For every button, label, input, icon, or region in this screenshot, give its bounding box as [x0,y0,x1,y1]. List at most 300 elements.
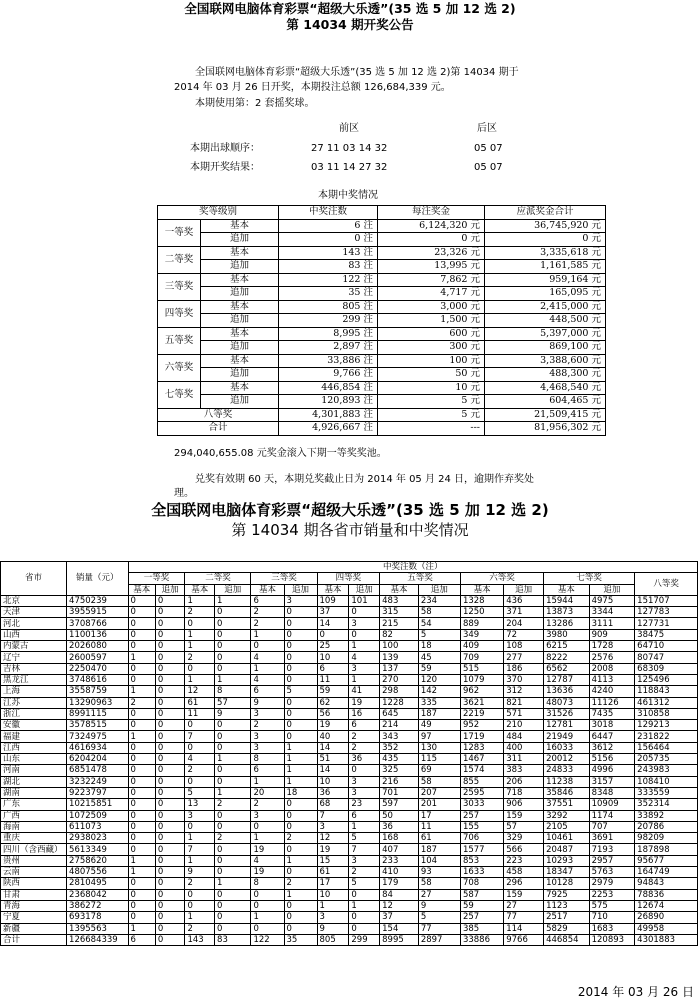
prize-row [158,233,606,247]
draw-result-front: 03 11 14 27 32 [311,162,388,173]
sales-cell-count: 0 [215,765,251,776]
sales-cell-count: 906 [504,799,544,810]
sales-cell-amount: 3748616 [67,674,128,685]
sales-cell-count: 0 [215,663,251,674]
sales-cell-count: 4996 [589,765,635,776]
sales-cell-count: 571 [504,708,544,719]
sales-header-sales: 销量（元） [67,562,128,596]
sales-cell-count: 7 [317,810,349,821]
sales-row [1,674,698,685]
sales-cell-count: 95677 [635,855,698,866]
sales-cell-count: 12 [380,900,419,911]
prize-count: 2,897 注 [279,341,378,355]
prize-per-bet: 3,000 元 [378,300,485,314]
sales-cell-count: 3033 [460,799,503,810]
sales-cell-count: 257 [460,912,503,923]
sales-row [1,618,698,629]
sales-cell-count: 21949 [544,731,590,742]
sales-cell-count: 1174 [589,810,635,821]
sales-cell-count: 58 [418,776,460,787]
sales-cell-count: 187898 [635,844,698,855]
sales-cell-count: 587 [460,889,503,900]
sales-cell-count: 352 [380,742,419,753]
prize-count: 143 注 [279,246,378,260]
sales-cell-count: 6447 [589,731,635,742]
sales-cell-count: 72 [504,629,544,640]
sales-cell-count: 36 [380,821,419,832]
sales-cell-count: 0 [128,765,155,776]
prize-type: 追加 [201,260,279,274]
announcement-title: 全国联网电脑体育彩票“超级大乐透”(35 选 5 加 12 选 2) [184,1,516,16]
sales-cell-amount: 3232249 [67,776,128,787]
prize-per-bet: 50 元 [378,368,485,382]
sales-cell-count: 6 [251,686,284,697]
sales-row [1,720,698,731]
sales-row [1,810,698,821]
sales-cell-count: 0 [284,821,317,832]
sales-cell-count: 2 [185,652,215,663]
sales-cell-count: 12 [185,686,215,697]
prize-type: 追加 [201,395,279,409]
sales-row [1,742,698,753]
sales-cell-count: 0 [128,708,155,719]
sales-cell-count: 2 [349,731,380,742]
prize-level: 七等奖 [158,381,201,408]
sales-cell-count: 201 [418,799,460,810]
sales-cell-count: 1 [128,855,155,866]
prize-row [158,327,606,341]
sales-row [1,799,698,810]
sales-cell-count: 708 [460,878,503,889]
sales-cell-count: 296 [504,878,544,889]
sales-cell-count: 19 [251,867,284,878]
sales-cell-count: 179 [380,878,419,889]
draw-result-back: 05 07 [474,162,503,173]
sales-cell-count: 4 [251,652,284,663]
sales-cell-count: 2105 [544,821,590,832]
sales-cell-count: 9 [418,900,460,911]
sales-cell-count: 187 [418,844,460,855]
sales-cell-count: 142 [418,686,460,697]
sales-cell-count: 1 [215,595,251,606]
prize-per-bet: 4,717 元 [378,287,485,301]
sales-cell-count: 0 [215,900,251,911]
sales-cell-count: 597 [380,799,419,810]
sales-cell-count: 0 [128,810,155,821]
sales-cell-count: 0 [155,686,185,697]
sales-cell-count: 1 [215,674,251,685]
sales-cell-count: 1 [185,595,215,606]
sales-row [1,708,698,719]
sales-cell-count: 0 [128,595,155,606]
sales-cell-count: 0 [128,674,155,685]
sales-cell-count: 3 [251,731,284,742]
sales-cell-count: 6 [251,595,284,606]
sales-cell-count: 49958 [635,923,698,934]
sales-cell-count: 40 [317,731,349,742]
sales-row [1,912,698,923]
sales-cell-count: 0 [215,844,251,855]
sales-cell-count: 0 [215,607,251,618]
sales-cell-count: 0 [155,765,185,776]
sales-cell-count: 2 [215,833,251,844]
sales-sub-header-basic: 基本 [317,584,349,595]
sales-cell-count: 5 [349,833,380,844]
sales-cell-amount: 7324975 [67,731,128,742]
prize-row [158,381,606,395]
sales-cell-count: 2897 [418,934,460,945]
sales-cell-count: 6 [251,765,284,776]
sales-cell-province: 吉林 [1,663,67,674]
sales-cell-count: 0 [155,844,185,855]
sales-cell-count: 407 [380,844,419,855]
sales-row [1,629,698,640]
sales-cell-count: 1 [349,900,380,911]
sales-cell-province: 浙江 [1,708,67,719]
sales-cell-count: 0 [284,912,317,923]
sales-row [1,697,698,708]
sales-cell-count: 7193 [589,844,635,855]
sales-cell-count: 3 [284,595,317,606]
sales-cell-count: 6215 [544,641,590,652]
sales-cell-count: 59 [460,900,503,911]
sales-cell-count: 329 [504,833,544,844]
sales-cell-count: 216 [380,776,419,787]
sales-cell-count: 8348 [589,787,635,798]
prize-level: 合计 [158,422,279,436]
sales-cell-province: 辽宁 [1,652,67,663]
sales-cell-province: 合计 [1,934,67,945]
sales-cell-count: 10128 [544,878,590,889]
prize-row [158,314,606,328]
sales-cell-count: 151707 [635,595,698,606]
sales-cell-count: 13 [185,799,215,810]
sales-cell-count: 9 [317,923,349,934]
prize-total: 488,300 元 [485,368,606,382]
prize-per-bet: 1,500 元 [378,314,485,328]
sales-cell-province: 云南 [1,867,67,878]
sales-cell-count: 1719 [460,731,503,742]
sales-cell-count: 164749 [635,867,698,878]
sales-cell-count: 0 [185,720,215,731]
sales-cell-count: 210 [504,720,544,731]
sales-sub-header-basic: 基本 [185,584,215,595]
sales-cell-count: 0 [128,878,155,889]
prize-row [158,354,606,368]
sales-cell-count: 36 [317,787,349,798]
sales-sub-header-extra: 追加 [215,584,251,595]
prize-level: 六等奖 [158,354,201,381]
sales-cell-count: 12787 [544,674,590,685]
sales-cell-province: 广西 [1,810,67,821]
sales-row [1,641,698,652]
sales-cell-count: 38475 [635,629,698,640]
prize-count: 83 注 [279,260,378,274]
sales-cell-count: 223 [504,855,544,866]
sales-cell-count: 8 [215,686,251,697]
sales-cell-count: 0 [317,629,349,640]
sales-cell-count: 243983 [635,765,698,776]
prize-total: 1,161,585 元 [485,260,606,274]
sales-cell-count: 409 [460,641,503,652]
sales-cell-count: 204 [504,618,544,629]
sales-cell-count: 101 [349,595,380,606]
sales-cell-province: 河南 [1,765,67,776]
sales-cell-province: 河北 [1,618,67,629]
sales-cell-count: 108 [504,641,544,652]
prize-per-bet: 300 元 [378,341,485,355]
sales-cell-count: 0 [251,821,284,832]
sales-cell-count: 1228 [380,697,419,708]
sales-cell-count: 0 [215,912,251,923]
sales-cell-count: 0 [155,934,185,945]
sales-cell-count: 0 [128,776,155,787]
sales-cell-count: 122 [251,934,284,945]
sales-cell-count: 59 [317,686,349,697]
sales-cell-count: 710 [589,912,635,923]
sales-cell-count: 3691 [589,833,635,844]
prize-type: 追加 [201,287,279,301]
sales-cell-count: 118843 [635,686,698,697]
sales-cell-count: 1 [251,629,284,640]
sales-cell-count: 61 [418,833,460,844]
sales-cell-count: 0 [128,618,155,629]
sales-cell-count: 343 [380,731,419,742]
sales-cell-count: 13636 [544,686,590,697]
prize-count: 8,995 注 [279,327,378,341]
prize-row-eighth [158,408,606,422]
sales-cell-count: 0 [215,731,251,742]
sales-cell-count: 6562 [544,663,590,674]
sales-cell-count: 12781 [544,720,590,731]
province-sales-table [0,561,698,946]
sales-cell-count: 311 [504,754,544,765]
sales-cell-count: 1250 [460,607,503,618]
sales-cell-count: 234 [418,595,460,606]
sales-cell-count: 0 [155,641,185,652]
sales-cell-count: 0 [155,821,185,832]
sales-cell-count: 325 [380,765,419,776]
sales-cell-count: 383 [504,765,544,776]
sales-cell-count: 2 [251,720,284,731]
prize-per-bet: 10 元 [378,381,485,395]
sales-cell-count: 0 [215,889,251,900]
sales-cell-count: 5 [284,686,317,697]
sales-cell-count: 709 [460,652,503,663]
sales-cell-count: 13286 [544,618,590,629]
sales-cell-count: 2 [349,867,380,878]
sales-sub-header-basic: 基本 [251,584,284,595]
sales-cell-count: 701 [380,787,419,798]
sales-row [1,833,698,844]
sales-cell-count: 127783 [635,607,698,618]
sales-cell-count: 2253 [589,889,635,900]
sales-cell-count: 312 [504,686,544,697]
sales-cell-count: 1 [185,833,215,844]
sales-cell-count: 51 [317,754,349,765]
sales-cell-province: 陕西 [1,878,67,889]
sales-cell-count: 2576 [589,652,635,663]
sales-cell-count: 0 [215,742,251,753]
sales-cell-count: 962 [460,686,503,697]
sales-cell-count: 2008 [589,663,635,674]
draw-result-label: 本期开奖结果： [190,162,260,173]
sales-cell-count: 1 [349,674,380,685]
sales-cell-count: 0 [284,708,317,719]
sales-cell-count: 120893 [589,934,635,945]
sales-cell-count: 3 [349,855,380,866]
prize-count: 0 注 [279,233,378,247]
back-zone-label: 后区 [477,123,497,134]
sales-cell-amount: 9223797 [67,787,128,798]
prize-header-per: 每注奖金 [378,206,485,220]
prize-level: 四等奖 [158,300,201,327]
sales-level-header: 一等奖 [128,573,185,584]
sales-cell-count: 349 [460,629,503,640]
sales-cell-count: 114 [504,923,544,934]
sales-cell-count: 14 [317,765,349,776]
sales-cell-count: 4240 [589,686,635,697]
sales-cell-count: 0 [284,867,317,878]
sales-cell-count: 1 [251,663,284,674]
prize-row [158,287,606,301]
sales-cell-count: 1 [215,787,251,798]
prize-table [157,205,606,436]
sales-cell-count: 58 [418,607,460,618]
sales-cell-count: 186 [504,663,544,674]
sales-cell-count: 10 [317,889,349,900]
sales-cell-count: 41 [349,686,380,697]
sales-cell-count: 16033 [544,742,590,753]
sales-cell-amount: 386272 [67,900,128,911]
sales-cell-province: 青海 [1,900,67,911]
sales-cell-count: 54 [418,618,460,629]
sales-cell-count: 8222 [544,652,590,663]
sales-cell-count: 48073 [544,697,590,708]
sales-cell-count: 108410 [635,776,698,787]
sales-cell-count: 9766 [504,934,544,945]
sales-cell-count: 3344 [589,607,635,618]
sales-cell-count: 0 [155,754,185,765]
sales-cell-count: 12674 [635,900,698,911]
sales-cell-count: 1 [128,686,155,697]
sales-cell-count: 2517 [544,912,590,923]
sales-cell-count: 1728 [589,641,635,652]
sales-cell-amount: 2810495 [67,878,128,889]
sales-cell-count: 1 [284,855,317,866]
sales-cell-amount: 2758620 [67,855,128,866]
sales-cell-count: 0 [128,833,155,844]
sales-cell-count: 115 [418,754,460,765]
sales-section-title: 全国联网电脑体育彩票“超级大乐透”(35 选 5 加 12 选 2) [151,501,549,519]
sales-cell-amount: 10215851 [67,799,128,810]
sales-cell-amount: 2250470 [67,663,128,674]
sales-sub-header-basic: 基本 [544,584,590,595]
sales-cell-count: 1 [349,641,380,652]
prize-type: 基本 [201,381,279,395]
sales-cell-count: 909 [589,629,635,640]
prize-table-caption: 本期中奖情况 [318,190,378,201]
sales-cell-count: 3 [317,912,349,923]
sales-cell-count: 1 [284,765,317,776]
sales-cell-count: 11 [185,708,215,719]
sales-cell-count: 37551 [544,799,590,810]
prize-row [158,368,606,382]
prize-per-bet: --- [378,422,485,436]
sales-cell-count: 159 [504,889,544,900]
sales-cell-count: 58 [418,878,460,889]
sales-cell-count: 0 [128,900,155,911]
sales-level-header: 三等奖 [251,573,317,584]
sales-cell-count: 2219 [460,708,503,719]
sales-cell-count: 27 [504,900,544,911]
sales-cell-count: 0 [155,867,185,878]
sales-cell-count: 137 [380,663,419,674]
sales-cell-count: 9 [185,867,215,878]
prize-header-level: 奖等级别 [158,206,279,220]
sales-cell-count: 0 [155,674,185,685]
sales-cell-count: 0 [349,889,380,900]
prize-type: 追加 [201,368,279,382]
front-zone-label: 前区 [339,123,359,134]
prize-row [158,219,606,233]
sales-cell-count: 0 [185,742,215,753]
sales-cell-count: 2957 [589,855,635,866]
sales-cell-amount: 1395563 [67,923,128,934]
sales-cell-amount: 5613349 [67,844,128,855]
prize-type: 基本 [201,300,279,314]
sales-cell-count: 0 [128,821,155,832]
sales-cell-count: 0 [155,607,185,618]
prize-type: 基本 [201,354,279,368]
sales-cell-count: 78836 [635,889,698,900]
sales-cell-count: 0 [284,697,317,708]
sales-cell-count: 3 [349,663,380,674]
sales-cell-count: 0 [128,641,155,652]
sales-cell-count: 18347 [544,867,590,878]
sales-cell-count: 0 [215,641,251,652]
sales-cell-amount: 1072509 [67,810,128,821]
sales-cell-count: 97 [418,731,460,742]
sales-cell-count: 0 [155,833,185,844]
sales-cell-province: 湖南 [1,787,67,798]
sales-cell-count: 18 [284,787,317,798]
sales-cell-count: 18 [418,641,460,652]
sales-cell-count: 2 [349,742,380,753]
sales-cell-count: 435 [380,754,419,765]
sales-cell-count: 19 [349,697,380,708]
prize-total: 448,500 元 [485,314,606,328]
sales-cell-count: 0 [215,629,251,640]
sales-cell-count: 233 [380,855,419,866]
sales-row [1,878,698,889]
sales-cell-count: 4 [251,674,284,685]
sales-cell-count: 853 [460,855,503,866]
sales-cell-count: 127731 [635,618,698,629]
sales-cell-province: 山西 [1,629,67,640]
sales-cell-count: 0 [215,923,251,934]
sales-cell-province: 四川（含西藏） [1,844,67,855]
sales-cell-count: 0 [155,799,185,810]
sales-cell-count: 1574 [460,765,503,776]
sales-row [1,595,698,606]
prize-header-count: 中奖注数 [279,206,378,220]
prize-total: 604,465 元 [485,395,606,409]
prize-row [158,260,606,274]
sales-cell-province: 湖北 [1,776,67,787]
sales-cell-count: 4 [349,652,380,663]
sales-cell-count: 11 [317,674,349,685]
